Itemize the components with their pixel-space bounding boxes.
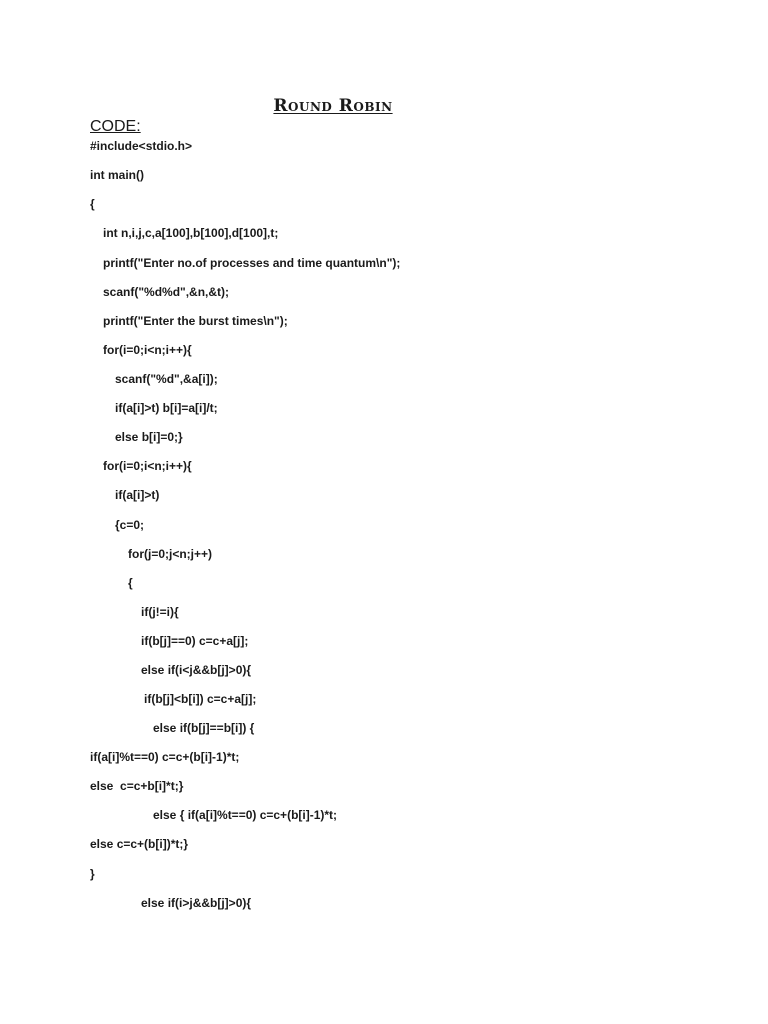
code-line: else b[i]=0;} (115, 430, 183, 444)
code-line: else c=c+b[i]*t;} (90, 779, 184, 793)
code-line: scanf("%d",&a[i]); (115, 372, 218, 386)
code-line: if(a[i]>t) b[i]=a[i]/t; (115, 401, 218, 415)
code-line: int main() (90, 168, 144, 182)
code-line: #include<stdio.h> (90, 139, 193, 153)
code-line: else if(i<j&&b[j]>0){ (141, 663, 252, 677)
code-line: {c=0; (115, 518, 145, 532)
code-line: for(i=0;i<n;i++){ (103, 459, 192, 473)
code-line: else c=c+(b[i])*t;} (90, 837, 189, 851)
code-line: for(i=0;i<n;i++){ (103, 343, 192, 357)
code-line: int n,i,j,c,a[100],b[100],d[100],t; (103, 226, 279, 240)
code-line: { (128, 576, 133, 590)
code-line: else if(i>j&&b[j]>0){ (141, 896, 252, 910)
code-line: } (90, 867, 95, 881)
code-line: printf("Enter no.of processes and time quantum\n"); (103, 256, 401, 270)
code-line: if(b[j]==0) c=c+a[j]; (141, 634, 249, 648)
code-line: printf("Enter the burst times\n"); (103, 314, 288, 328)
code-line: else { if(a[i]%t==0) c=c+(b[i]-1)*t; (153, 808, 338, 822)
code-line: { (90, 197, 95, 211)
code-line: for(j=0;j<n;j++) (128, 547, 213, 561)
code-line: if(j!=i){ (141, 605, 179, 619)
code-line: if(a[i]%t==0) c=c+(b[i]-1)*t; (90, 750, 240, 764)
code-line: else if(b[j]==b[i]) { (153, 721, 255, 735)
code-line: if(b[j]<b[i]) c=c+a[j]; (144, 692, 257, 706)
page-title: Round Robin (273, 96, 393, 116)
code-line: scanf("%d%d",&n,&t); (103, 285, 230, 299)
code-line: if(a[i]>t) (115, 488, 160, 502)
code-label: CODE: (90, 118, 141, 135)
